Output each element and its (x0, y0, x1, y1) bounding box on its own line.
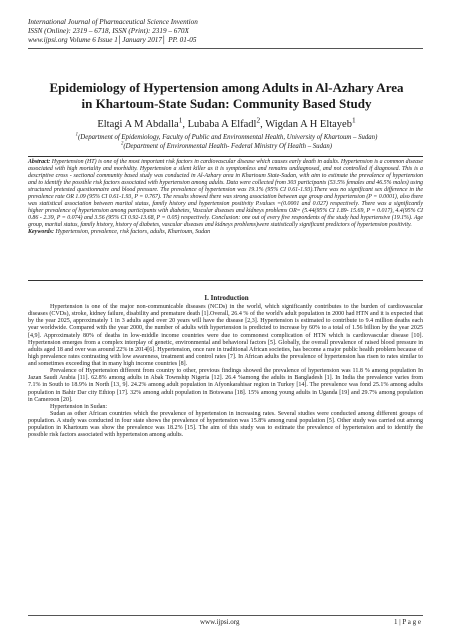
author-1-sup: 1 (178, 115, 183, 125)
author-2: , Lubaba A Elfadl (182, 119, 257, 130)
header-rule (28, 48, 423, 49)
abstract-text: Hypertension (HT) is one of the most important risk factors in cardiovascular disease which causes early death in adults. Hypertension is a common disease associated with high mortality and morbidity. Hypertension a silent killer as it is symptomless and remains undiagnosed, and not controlled if diagnosed. This is a descriptive cross - sectional community based study was conducted in Al-Azhary area in Khartoum State-Sudan, with aim to estimate the prevalence of hypertension and to identify the possible risk factors associated with hypertension among adults. Data were collected from 303 participants (53.5% females and 46.5% males) using structured pretested questionnaire and blood pressure. The prevalence of hypertension was 19.1% (95% CI 0.61-1.93).There was no significant sex difference in the prevalence rate OR 1.09 (95% CI 0.61-1.93, P = 0.767). The results showed there was strong association between age group and hypertension (P = 0.0001), also there was statistical association between marital status, family history and hypertension positivity P.values =(0.0001 and 0.027) respectively. There was a significantly higher prevalence of hypertension among participants with diabetes, Vascular diseases and kidneys problems OR= (5.44(95% CI 1.89- 15.69, P = 0.017), 4.4(95% CI 0.86 - 2.39, P = 0.074) and 3.56 (95% CI 0.92-13.68, P = 0.05) respectively. Conclusion: one out of every five respondents of the study had hypertensive (19.1%). Age group, marital status, family history, history of diabetes, vascular diseases and kidneys problems)were statistically significant predictors of hypertension positivity. (28, 159, 423, 229)
journal-header (28, 18, 328, 45)
footer-url: www.ijpsi.org (200, 618, 240, 626)
intro-paragraph-2: Prevalence of Hypertension different from country to other, previous findings showed the prevalence of hypertension was 11.8 % among population In Jazan Saudi Arabia [11]. 62.8% among adults in Abak Township Nigeria [12]. 26.4 %among the adults in Bangladesh [1]. In India the prevalence varies from 7.1% in South to 18.9% in North [13, 9]. 24.2% among adult population in Afyonkarahisar region in Turkey [14]. The prevalence was fond 25.1% among adults population in Bahir Dar city Ethiop [17]. 32% among adult population in Botswana [18]. 15% among young adults in Uganda [19] and 29.7% among population in Cameroon [20]. (28, 368, 423, 403)
keywords (28, 229, 423, 236)
intro-paragraph-1: Hypertension is one of the major non-communicable diseases (NCDs) in the world, which significantly contributes to the burden of cardiovascular diseases (CVDs), stroke, kidney failure, disability and premature death [1].Overall, 26.4 % of the world's adult population in 2000 had HTN and it is expected that by the year 2025, approximately 1 in 3 adults aged over 20 years will have the disease [2,3]. Hypertension is estimated to contribute to 9.4 million deaths each year worldwide. Compared with the year 2000, the number of adults with hypertension is predicted to increase by 60% to a total of 1.56 billion by the year 2025 [4,9]. Approximately 80% of deaths in low-middle income countries were due to commonest complication of HTN which is cardiovascular disease [10]. Hypertension emerges from a complex interplay of genetic, environmental and behavioral factors [5]. Globally, the overall prevalence of raised blood pressure in adults aged 18 and over was around 22% in 2014[6]. Hypertension, once rare in traditional African societies, has become a major public health problem because of high prevalence rates contrasting with low awareness, treatment and control rates [7]. In African adults the prevalence of hypertension has risen to rates similar to and sometimes exceeding that in many high income countries [8]. (28, 304, 423, 367)
footer-page-number: 1 | P a g e (394, 618, 421, 626)
affiliation-2-text: (Department of Environmental Health- Federal Ministry Of Health – Sudan) (123, 143, 333, 150)
introduction-body (28, 304, 423, 439)
author-1: Eltagi A M Abdalla (97, 119, 179, 130)
author-3: , Wigdan A H Eltayeb (260, 119, 352, 130)
author-2-sup: 2 (256, 115, 261, 125)
keywords-label: Keywords: (28, 229, 54, 236)
author-3-sup: 1 (351, 115, 356, 125)
abstract-label: Abstract: (28, 159, 51, 165)
abstract (28, 157, 423, 229)
journal-issn: ISSN (Online): 2319 – 6718, ISSN (Print): 2319 – 670X (28, 27, 189, 35)
title-line-2: in Khartoum-State Sudan: Community Based Study (81, 96, 372, 111)
intro-subheading-sudan: Hypertension in Sudan: (50, 403, 108, 410)
keywords-text: Hypertension, prevalence, risk factors, adults, Khartoum, Sudan (54, 229, 211, 236)
journal-issue: www.ijpsi.org Volume 6 Issue 1│January 2017│ PP. 01-05 (28, 36, 197, 44)
affiliation-2 (30, 142, 423, 151)
footer-rule (28, 615, 423, 616)
journal-name: International Journal of Pharmaceutical Science Invention (28, 18, 198, 26)
title-line-1: Epidemiology of Hypertension among Adults in Al-Azhary Area (49, 80, 404, 95)
affiliation-2-sup: 2 (120, 141, 124, 147)
intro-paragraph-3: Sudan as other African countries which the prevalence of hypertension in increasing rates. Several studies were conducted among different groups of population. A study was conducted in four state shows the prevalence of hypertension was 15.8% among rural population [5]. Other study was carried out among population in Khartoum was show the prevalence was 18.2% [15]. The aim of this study was to estimate the prevalence of hypertension and to identify the possible risk factors associated with hypertension among adults. (28, 410, 423, 439)
section-heading-introduction: I. Introduction (204, 294, 249, 302)
affiliation-1 (30, 133, 423, 142)
author-list (30, 115, 423, 131)
affiliations (30, 133, 423, 151)
affiliation-1-text: (Department of Epidemiology, Faculty of Public and Environmental Health, University of Khartoum – Sudan) (78, 134, 378, 141)
paper-title (30, 80, 423, 112)
abstract-box (28, 156, 423, 281)
affiliation-1-sup: 1 (75, 132, 79, 138)
